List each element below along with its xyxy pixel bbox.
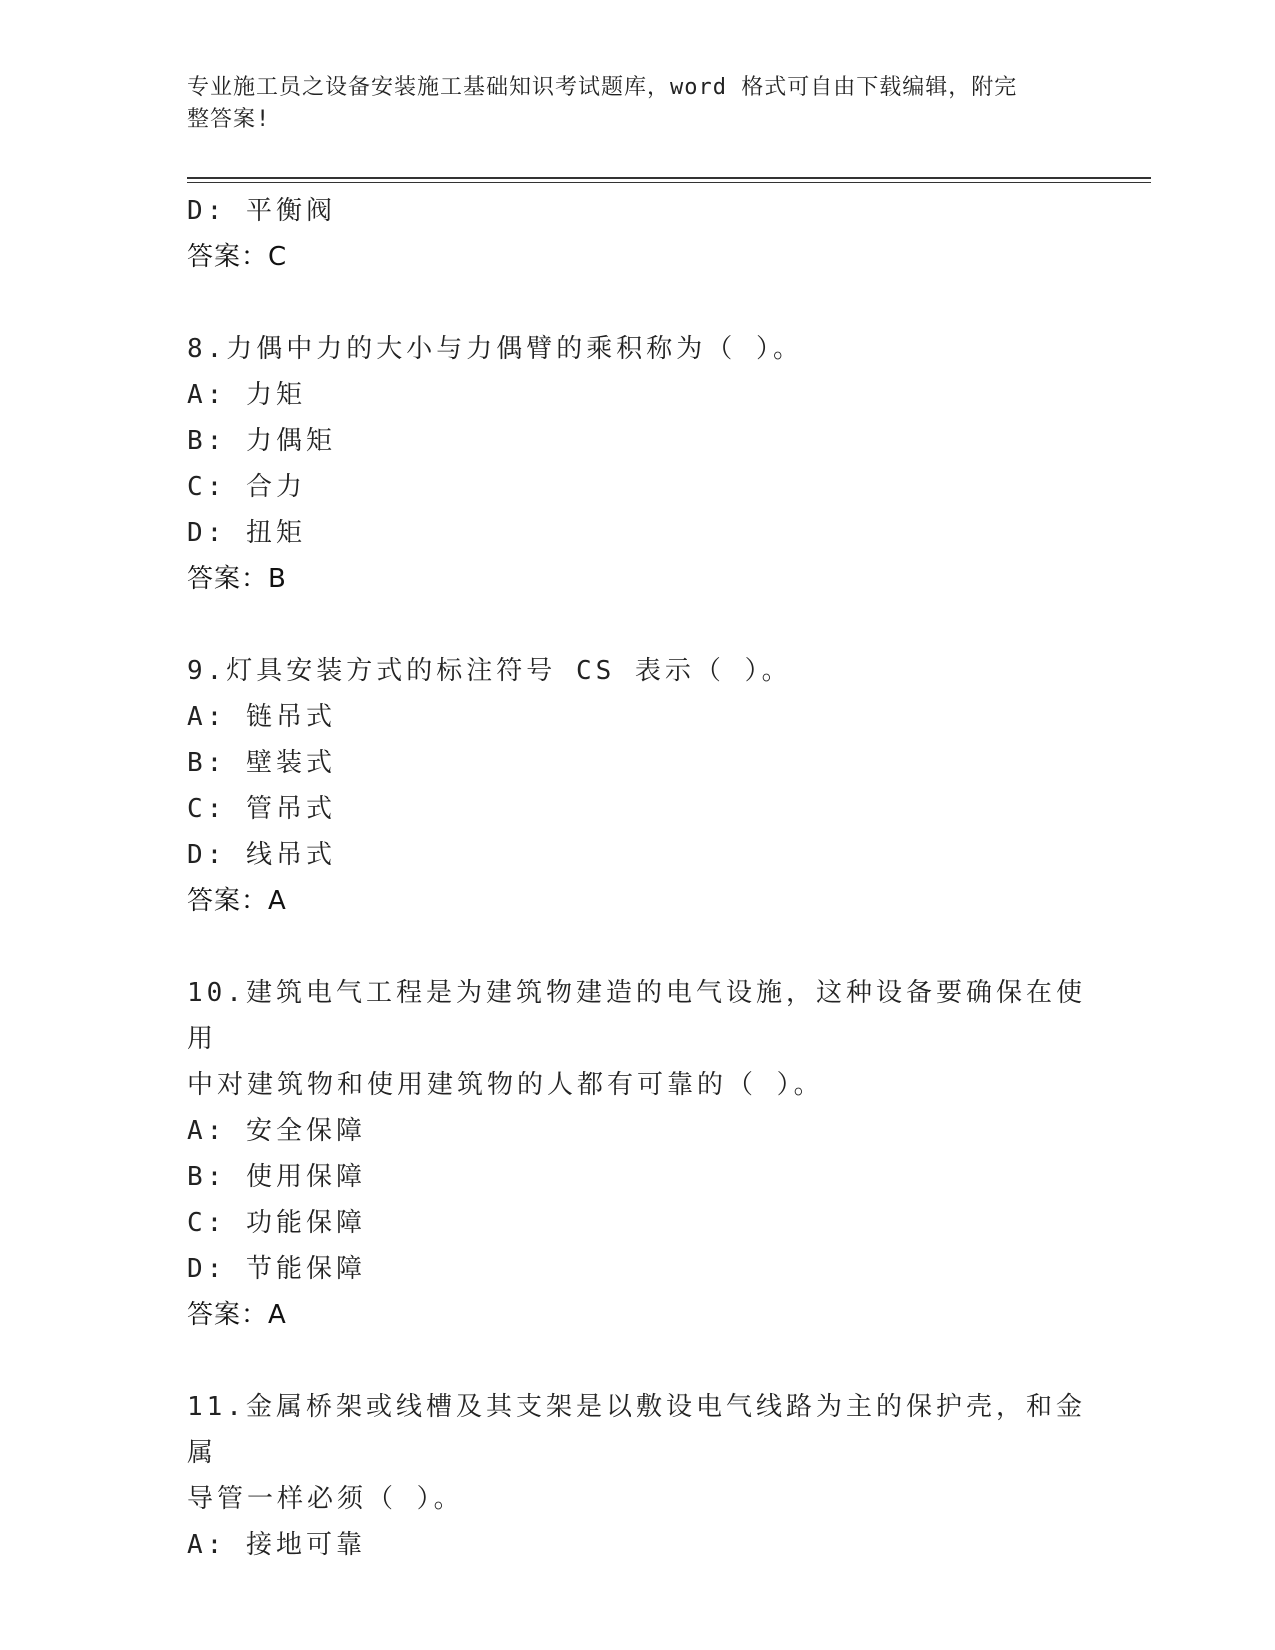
question-text-line-2: 中对建筑物和使用建筑物的人都有可靠的（ ）。	[187, 1070, 824, 1100]
header-divider-thin	[187, 182, 1151, 183]
answer-line: 答案：B	[187, 564, 287, 594]
header-line-1: 专业施工员之设备安装施工基础知识考试题库，word 格式可自由下载编辑，附完	[187, 75, 1018, 100]
question-text: 8.力偶中力的大小与力偶臂的乘积称为（ ）。	[187, 334, 803, 364]
question-9	[187, 648, 1087, 924]
document-header	[187, 72, 1067, 136]
question-8	[187, 326, 1087, 602]
previous-question-tail	[187, 188, 1087, 280]
question-list	[187, 188, 1087, 1568]
option-d: D: 线吊式	[187, 840, 336, 870]
option-c: C: 功能保障	[187, 1208, 366, 1238]
option-a: A: 接地可靠	[187, 1530, 366, 1560]
option-a: A: 力矩	[187, 380, 306, 410]
option-d: D: 扭矩	[187, 518, 306, 548]
question-text: 9.灯具安装方式的标注符号 CS 表示（ ）。	[187, 656, 792, 686]
header-divider-thick	[187, 177, 1151, 179]
question-10	[187, 970, 1087, 1338]
option-c: C: 合力	[187, 472, 306, 502]
question-11	[187, 1384, 1087, 1568]
option-c: C: 管吊式	[187, 794, 336, 824]
option-a: A: 安全保障	[187, 1116, 366, 1146]
header-line-2: 整答案!	[187, 107, 271, 132]
question-text-line-1: 10.建筑电气工程是为建筑物建造的电气设施，这种设备要确保在使用	[187, 978, 1086, 1054]
answer-line: 答案：A	[187, 886, 287, 916]
option-d: D: 平衡阀	[187, 196, 336, 226]
option-b: B: 力偶矩	[187, 426, 336, 456]
answer-line: 答案：A	[187, 1300, 287, 1330]
question-text-line-2: 导管一样必须（ ）。	[187, 1484, 464, 1514]
option-a: A: 链吊式	[187, 702, 336, 732]
answer-line: 答案：C	[187, 242, 288, 272]
option-d: D: 节能保障	[187, 1254, 366, 1284]
question-text-line-1: 11.金属桥架或线槽及其支架是以敷设电气线路为主的保护壳，和金属	[187, 1392, 1086, 1468]
option-b: B: 使用保障	[187, 1162, 366, 1192]
option-b: B: 壁装式	[187, 748, 336, 778]
